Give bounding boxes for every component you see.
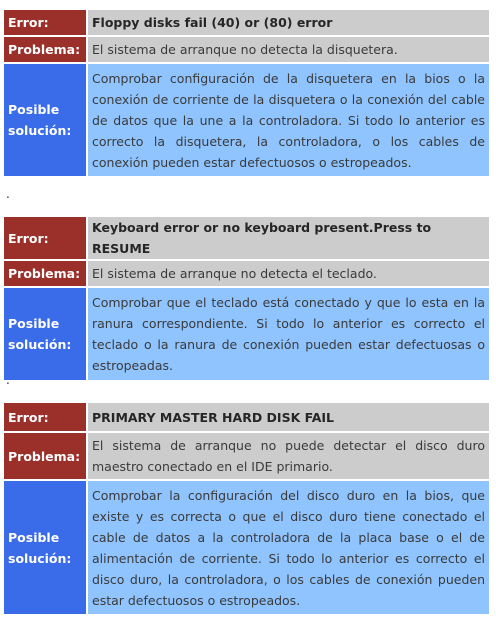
problem-row <box>4 260 489 287</box>
error-label: Error: <box>4 10 87 36</box>
error-label: Error: <box>4 403 87 432</box>
problem-label: Problema: <box>4 260 87 287</box>
problem-label: Problema: <box>4 36 87 63</box>
solution-row <box>4 480 489 614</box>
error-table-floppy <box>4 10 489 176</box>
problem-text: El sistema de arranque no detecta el teclado. <box>87 260 489 287</box>
problem-row <box>4 432 489 480</box>
error-text: Keyboard error or no keyboard present.Press to RESUME <box>87 217 489 260</box>
problem-text: El sistema de arranque no puede detectar el disco duro maestro conectado en el IDE primario. <box>87 432 489 480</box>
separator-dot: . <box>6 373 10 387</box>
separator-dot: . <box>6 187 10 201</box>
solution-row <box>4 287 489 380</box>
solution-label: Posible solución: <box>4 287 87 380</box>
error-text: Floppy disks fail (40) or (80) error <box>87 10 489 36</box>
solution-text: Comprobar la configuración del disco duro en la bios, que existe y es correcta o que el disco duro tiene conectado el cable de datos a la controladora de la placa base o el de alimentación de corriente. Si todo lo anterior es correcto el disco duro, la controladora, o los cables de conexión pueden estar defectuosos o estropeados. <box>87 480 489 614</box>
error-row <box>4 10 489 36</box>
solution-label: Posible solución: <box>4 63 87 176</box>
error-row <box>4 217 489 260</box>
problem-row <box>4 36 489 63</box>
problem-label: Problema: <box>4 432 87 480</box>
solution-row <box>4 63 489 176</box>
solution-text: Comprobar que el teclado está conectado y que lo esta en la ranura correspondiente. Si todo lo anterior es correcto el teclado o la ranura de conexión pueden estar defectuosas o estropeadas. <box>87 287 489 380</box>
error-row <box>4 403 489 432</box>
solution-text: Comprobar configuración de la disquetera en la bios o la conexión de corriente de la disquetera o la conexión del cable de datos que la une a la controladora. Si todo lo anterior es correcto la disquetera, la controladora, o los cables de conexión pueden estar defectuosos o estropeados. <box>87 63 489 176</box>
error-table-hard-disk <box>4 403 489 614</box>
problem-text: El sistema de arranque no detecta la disquetera. <box>87 36 489 63</box>
solution-label: Posible solución: <box>4 480 87 614</box>
error-table-keyboard <box>4 217 489 380</box>
error-label: Error: <box>4 217 87 260</box>
error-text: PRIMARY MASTER HARD DISK FAIL <box>87 403 489 432</box>
